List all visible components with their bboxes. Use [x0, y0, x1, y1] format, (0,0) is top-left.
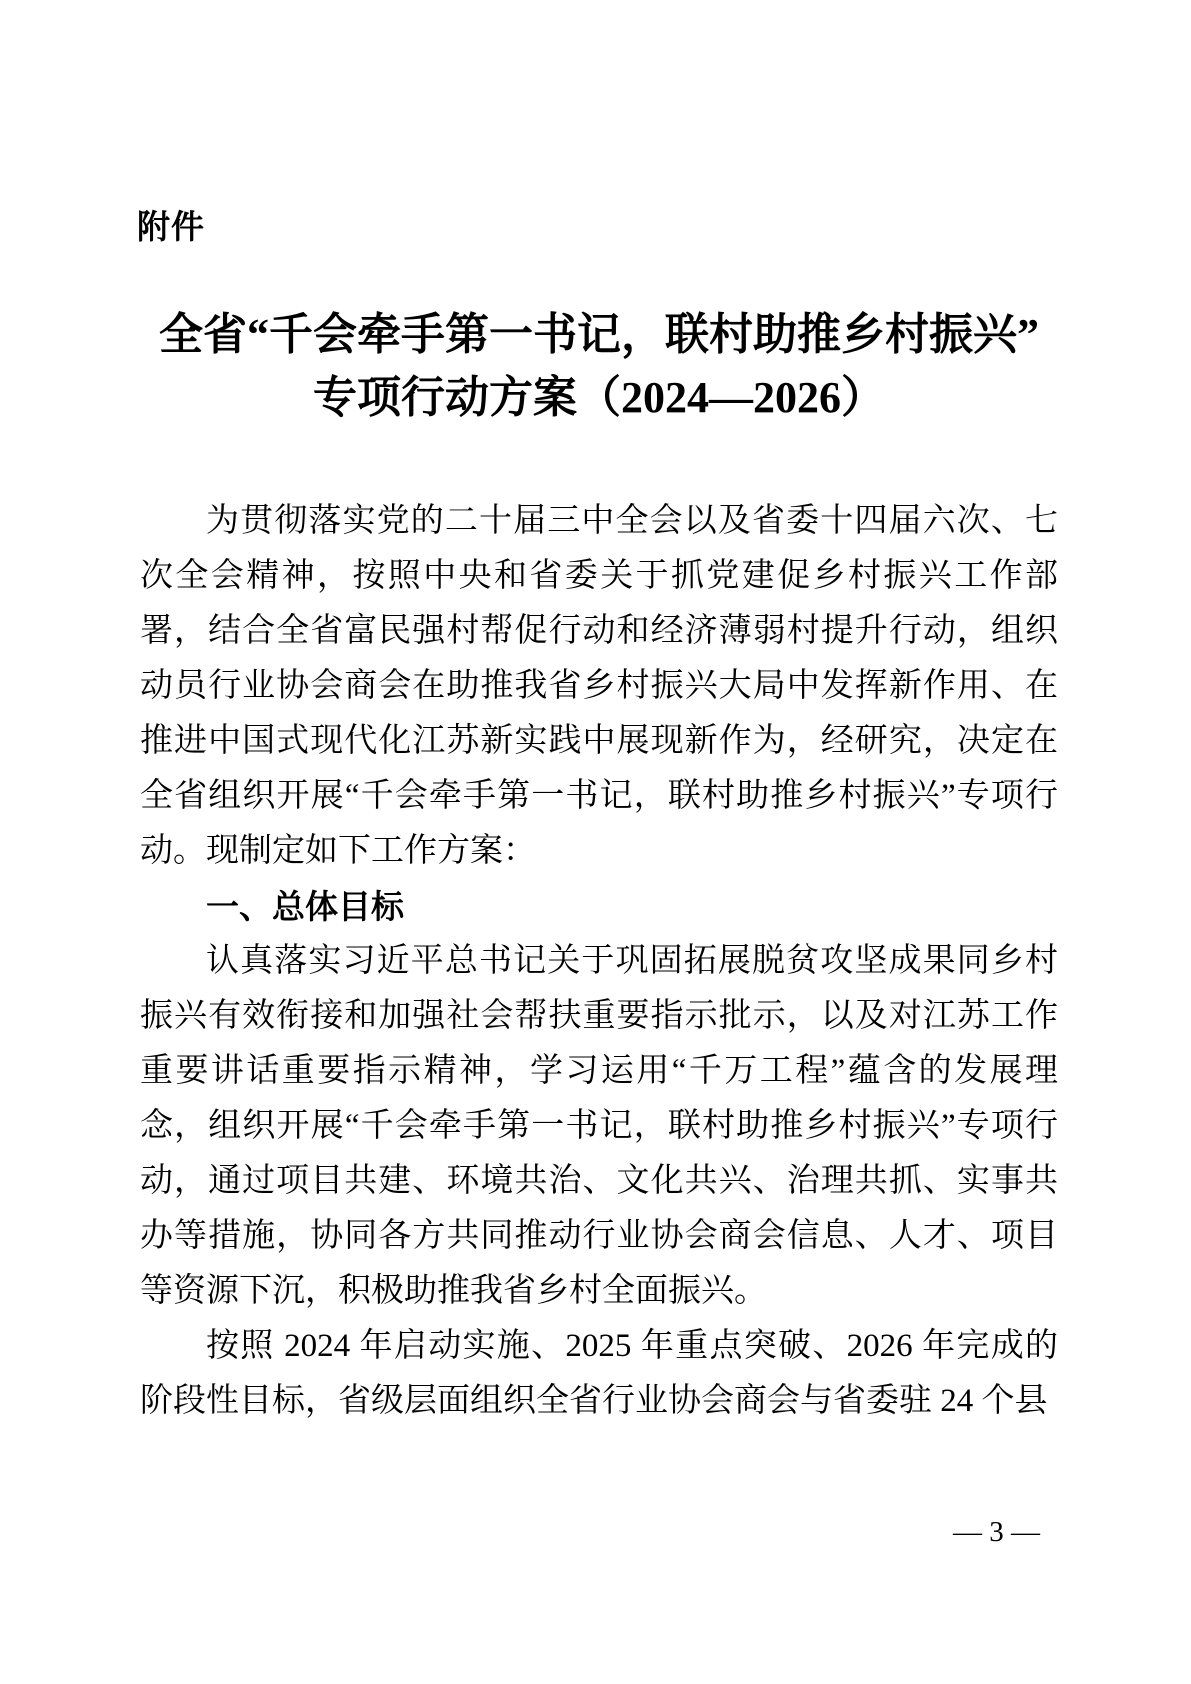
document-title-line1: 全省“千会牵手第一书记，联村助推乡村振兴” — [159, 310, 1039, 359]
intro-paragraph: 为贯彻落实党的二十届三中全会以及省委十四届六次、七次全会精神，按照中央和省委关于抓党建促乡村振兴工作部署，结合全省富民强村帮促行动和经济薄弱村提升行动，组织动员行业协会商会在助推我省乡村振兴大局中发挥新作用、在推进中国式现代化江苏新实践中展现新作为，经研究，决定在全省组织开展“千会牵手第一书记，联村助推乡村振兴”专项行动。现制定如下工作方案： — [140, 503, 1058, 869]
section1-paragraph1: 认真落实习近平总书记关于巩固拓展脱贫攻坚成果同乡村振兴有效衔接和加强社会帮扶重要指示批示，以及对江苏工作重要讲话重要指示精神，学习运用“千万工程”蕴含的发展理念，组织开展“千会牵手第一书记，联村助推乡村振兴”专项行动，通过项目共建、环境共治、文化共兴、治理共抓、实事共办等措施，协同各方共同推动行业协会商会信息、人才、项目等资源下沉，积极助推我省乡村全面振兴。 — [140, 943, 1058, 1309]
page-number: — 3 — — [953, 1516, 1040, 1548]
section-heading-overall-goals: 一、总体目标 — [206, 888, 404, 925]
section1-paragraph2: 按照 2024 年启动实施、2025 年重点突破、2026 年完成的阶段性目标，省级层面组织全省行业协会商会与省委驻 24 个县 — [140, 1328, 1058, 1419]
document-title-line2: 专项行动方案（2024—2026） — [313, 373, 885, 422]
attachment-label: 附件 — [137, 208, 205, 245]
document-title — [140, 303, 1058, 429]
document-body — [140, 494, 1058, 1429]
